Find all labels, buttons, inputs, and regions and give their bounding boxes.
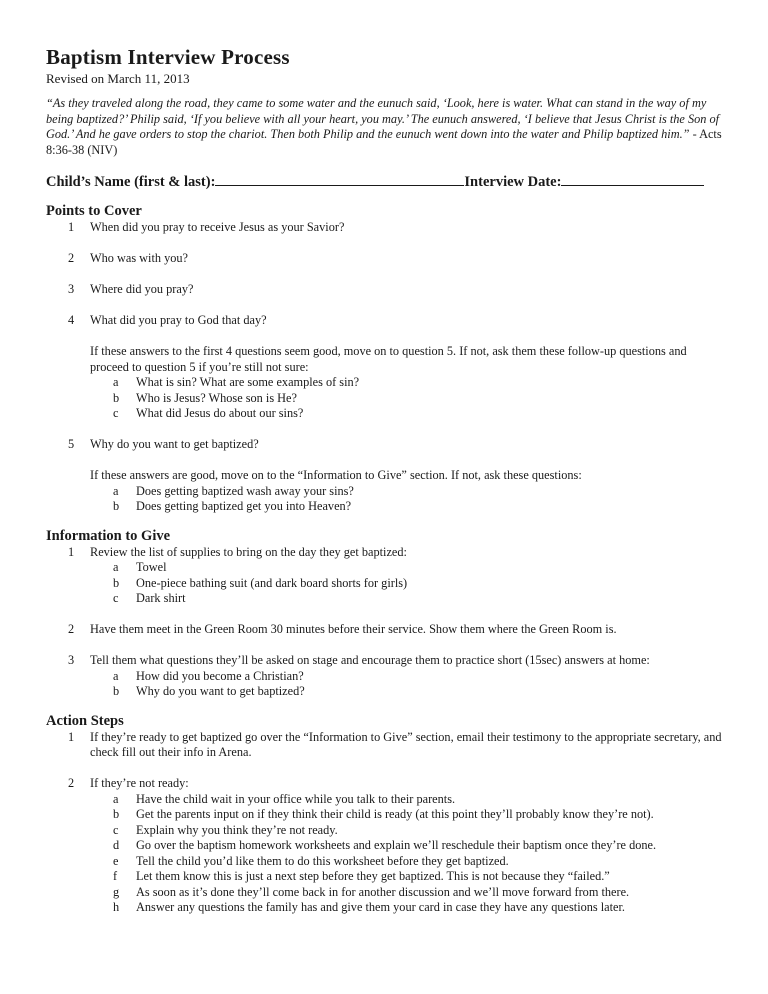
info-item-2 <box>46 622 726 638</box>
item-text: Explain why you think they’re not ready. <box>136 822 338 837</box>
question-number: 4 <box>68 313 75 327</box>
item-letter: a <box>113 483 119 498</box>
question-text: Where did you pray? <box>90 282 194 296</box>
question-number: 5 <box>68 437 75 451</box>
item-letter: a <box>113 560 119 574</box>
item-text: Who is Jesus? Whose son is He? <box>136 390 297 405</box>
item-letter: c <box>113 822 119 837</box>
question-1 <box>46 220 726 236</box>
item-text: Towel <box>136 560 167 574</box>
not-ready-item-c <box>46 823 726 839</box>
revised-date: Revised on March 11, 2013 <box>46 71 190 86</box>
question-text: What did you pray to God that day? <box>90 313 267 327</box>
not-ready-item-f <box>46 869 726 885</box>
item-text: Let them know this is just a next step before they get baptized. This is not because they “failed.” <box>136 869 610 883</box>
not-ready-item-b <box>46 807 726 823</box>
interview-date-blank[interactable] <box>561 171 704 186</box>
supply-item-b <box>46 576 726 592</box>
item-text: One-piece bathing suit (and dark board shorts for girls) <box>136 575 408 590</box>
item-letter: c <box>113 406 119 420</box>
item-text: How did you become a Christian? <box>136 668 304 683</box>
item-letter: h <box>113 900 120 914</box>
item-text: Dark shirt <box>136 591 186 605</box>
section-action-title: Action Steps <box>46 712 124 729</box>
item-letter: c <box>113 591 119 605</box>
question-number: 3 <box>68 282 75 296</box>
item-text: Why do you want to get baptized? <box>136 684 305 698</box>
followup-intro: If these answers to the first 4 questions seem good, move on to question 5. If not, ask them these follow-up questions and proceed to question 5 if you’re still not sure: <box>90 344 687 374</box>
item-text: Tell them what questions they’ll be asked on stage and encourage them to practice short (15sec) answers at home: <box>90 653 650 667</box>
item-text: As soon as it’s done they’ll come back in for another discussion and we’ll move forward from there. <box>136 884 630 899</box>
item-letter: b <box>113 684 120 698</box>
item-number: 1 <box>68 544 75 559</box>
scripture-quote <box>46 96 726 158</box>
item-letter: d <box>113 838 120 852</box>
item-text: Tell the child you’d like them to do this worksheet before they get baptized. <box>136 853 509 868</box>
not-ready-item-d <box>46 838 726 854</box>
not-ready-item-a <box>46 792 726 808</box>
item-text: Have the child wait in your office while you talk to their parents. <box>136 791 456 806</box>
info-item-1 <box>46 545 726 561</box>
question-2 <box>46 251 726 267</box>
item-letter: a <box>113 375 119 389</box>
item-number: 3 <box>68 653 75 667</box>
child-name-label: Child’s Name (first & last): <box>46 174 216 190</box>
item-text: Get the parents input on if they think their child is ready (at this point they’ll probably know they’re not). <box>136 807 654 821</box>
followup-item-c <box>46 406 726 422</box>
interview-date-label: Interview Date: <box>464 174 562 190</box>
item-text: Go over the baptism homework worksheets and explain we’ll reschedule their baptism once they’re done. <box>136 838 657 852</box>
section-points-title: Points to Cover <box>46 203 142 219</box>
item-text: Does getting baptized wash away your sins? <box>136 483 354 498</box>
question-text: When did you pray to receive Jesus as your Savior? <box>90 220 345 234</box>
item-letter: b <box>113 499 120 513</box>
child-info-line <box>46 171 726 191</box>
item-letter: f <box>113 869 118 883</box>
child-name-blank[interactable] <box>215 171 464 186</box>
info-item-3 <box>46 653 726 669</box>
not-ready-item-g <box>46 885 726 901</box>
question-number: 1 <box>68 220 75 234</box>
quote-reference: - Acts 8:36-38 (NIV) <box>46 127 722 157</box>
item-text: If they’re ready to get baptized go over the “Information to Give” section, email their testimony to the appropriate secretary, and check fill out their info in Arena. <box>90 729 722 759</box>
item-text: Does getting baptized get you into Heaven? <box>136 499 352 513</box>
q5-followup-b <box>46 499 726 515</box>
item-letter: b <box>113 575 120 590</box>
supply-item-c <box>46 591 726 607</box>
not-ready-item-h <box>46 900 726 916</box>
item-letter: a <box>113 668 119 683</box>
item-number: 1 <box>68 729 75 744</box>
quote-text: “As they traveled along the road, they came to some water and the eunuch said, ‘Look, here is water. What can stand in the way of my being baptized?’ Philip said, ‘If you believe with all your heart, you may.’ The eunuch answered, ‘I believe that Jesus Christ is the Son of God.’ And he gave orders to stop the chariot. Then both Philip and the eunuch went down into the water and Philip baptized him.” <box>46 96 720 141</box>
followup-item-a <box>46 375 726 391</box>
item-text: Answer any questions the family has and give them your card in case they have any questions later. <box>136 900 626 914</box>
question-number: 2 <box>68 251 75 265</box>
item-letter: b <box>113 807 120 821</box>
item-letter: g <box>113 884 120 899</box>
question-5 <box>46 437 726 453</box>
item-letter: a <box>113 791 119 806</box>
stage-question-b <box>46 684 726 700</box>
page-title: Baptism Interview Process <box>46 45 290 69</box>
action-item-1 <box>46 730 726 761</box>
question-text: Why do you want to get baptized? <box>90 437 259 451</box>
section-info-title: Information to Give <box>46 527 171 544</box>
item-letter: e <box>113 853 119 868</box>
not-ready-item-e <box>46 854 726 870</box>
question-text: Who was with you? <box>90 251 189 265</box>
item-number: 2 <box>68 776 75 790</box>
q5-intro: If these answers are good, move on to the “Information to Give” section. If not, ask these questions: <box>90 468 582 482</box>
item-letter: b <box>113 390 120 405</box>
item-number: 2 <box>68 622 75 636</box>
document-page <box>46 44 726 916</box>
item-text: Review the list of supplies to bring on the day they get baptized: <box>90 544 407 559</box>
stage-question-a <box>46 669 726 685</box>
question-3 <box>46 282 726 298</box>
item-text: If they’re not ready: <box>90 776 189 790</box>
item-text: What did Jesus do about our sins? <box>136 406 304 420</box>
followup-item-b <box>46 391 726 407</box>
item-text: What is sin? What are some examples of sin? <box>136 375 360 389</box>
q5-followup-a <box>46 484 726 500</box>
item-text: Have them meet in the Green Room 30 minutes before their service. Show them where the Green Room is. <box>90 622 617 636</box>
supply-item-a <box>46 560 726 576</box>
action-item-2 <box>46 776 726 792</box>
question-4 <box>46 313 726 329</box>
